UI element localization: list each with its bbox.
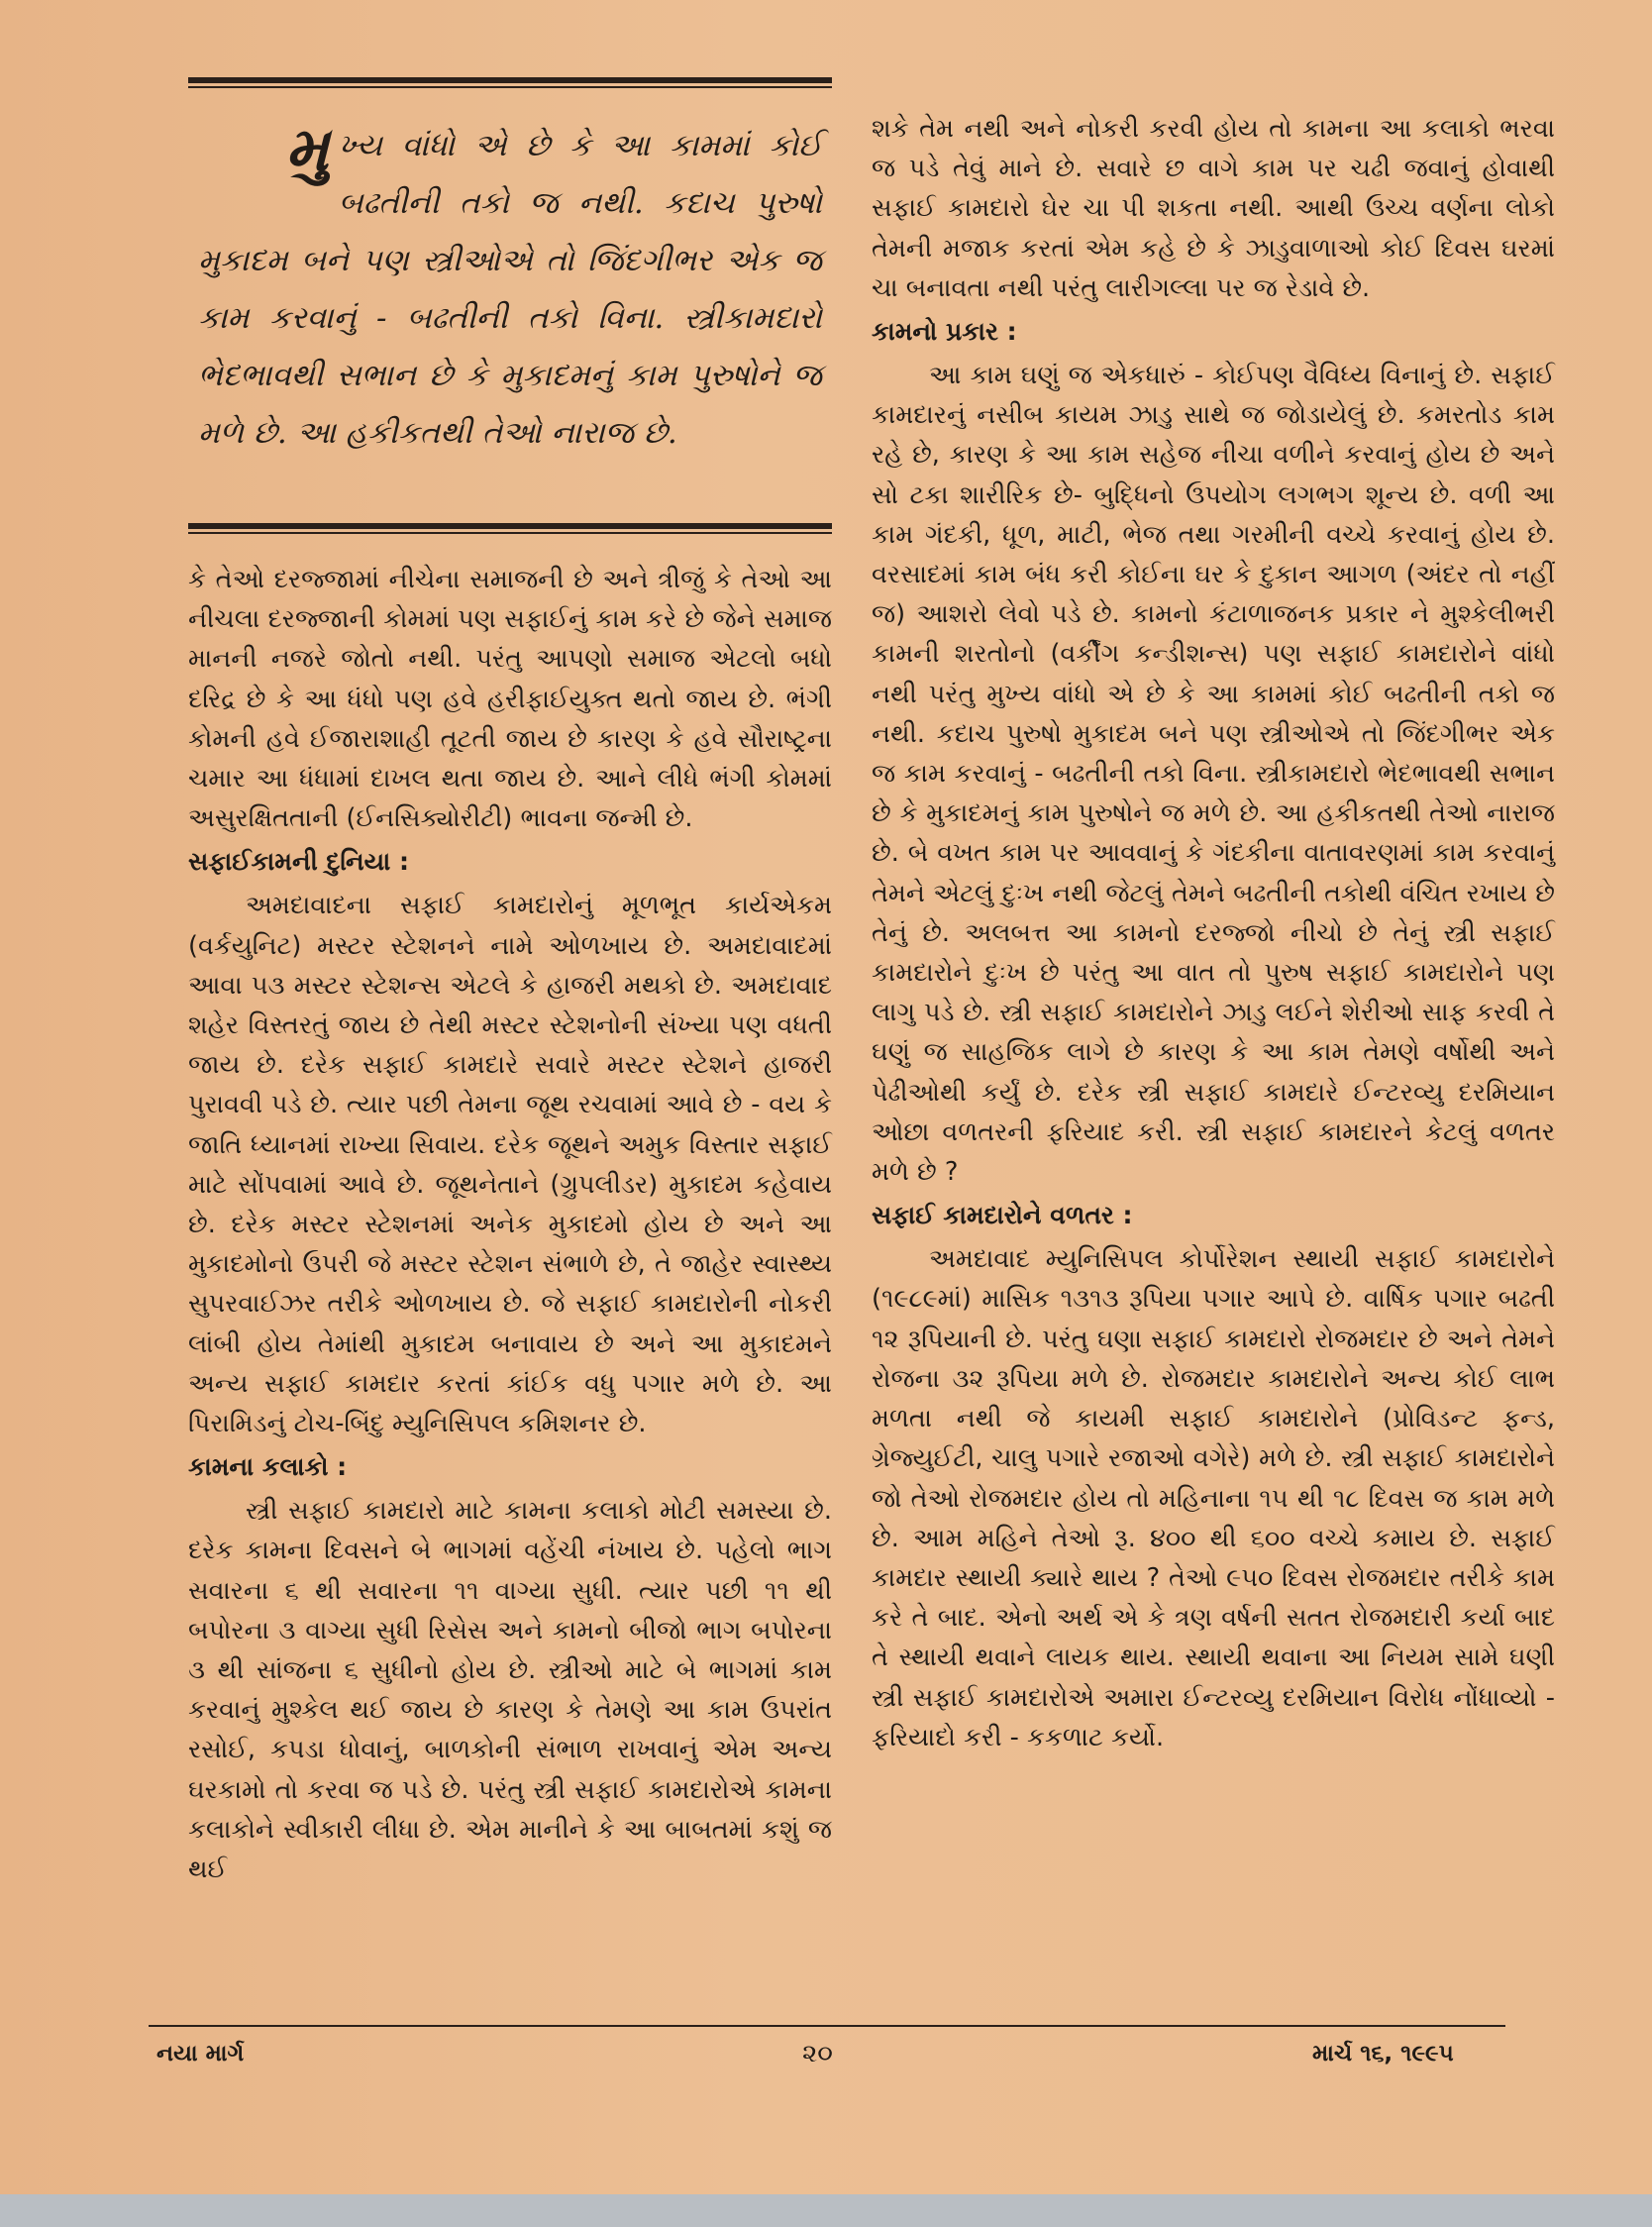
pull-quote-top-rule	[188, 77, 832, 88]
right-paragraph-2: અમદાવાદ મ્યુનિસિપલ કોર્પોરેશન સ્થાયી સફાઈ કામદારોને (૧૯૮૯માં) માસિક ૧૩૧૩ રૂપિયા પગાર આપે છે. વાર્ષિક પગાર બઢતી ૧૨ રૂપિયાની છે. પરંતુ ઘણા સફાઈ કામદારો રોજમદાર છે અને તેમને રોજના ૩૨ રૂપિયા મળે છે. રોજમદાર કામદારોને અન્ય કોઈ લાભ મળતા નથી જે કાયમી સફાઈ કામદારોને (પ્રોવિડન્ટ ફન્ડ, ગ્રેજ્યુઈટી, ચાલુ પગારે રજાઓ વગેરે) મળે છે. સ્ત્રી સફાઈ કામદારોને જો તેઓ રોજમદાર હોય તો મહિનાના ૧૫ થી ૧૮ દિવસ જ કામ મળે છે. આમ મહિને તેઓ રૂ. ૪૦૦ થી ૬૦૦ વચ્ચે કમાય છે. સફાઈ કામદાર સ્થાયી ક્યારે થાય ? તેઓ ૯૫૦ દિવસ રોજમદાર તરીકે કામ કરે તે બાદ. એનો અર્થ એ કે ત્રણ વર્ષની સતત રોજમદારી કર્યા બાદ તે સ્થાયી થવાને લાયક થાય. સ્થાયી થવાના આ નિયમ સામે ઘણી સ્ત્રી સફાઈ કામદારોએ અમારા ઈન્ટરવ્યુ દરમિયાન વિરોધ નોંધાવ્યો - ફરિયાદો કરી - કકળાટ કર્યો.	[872, 1244, 1555, 1752]
pull-quote-bottom-rule	[188, 523, 832, 534]
right-intro-paragraph: શકે તેમ નથી અને નોકરી કરવી હોય તો કામના આ કલાકો ભરવા જ પડે તેવું માને છે. સવારે છ વાગે કામ પર ચઢી જવાનું હોવાથી સફાઈ કામદારો ઘેર ચા પી શકતા નથી. આથી ઉચ્ચ વર્ણના લોકો તેમની મજાક કરતાં એમ કહે છે કે ઝાડુવાળાઓ કોઈ દિવસ ઘરમાં ચા બનાવતા નથી પરંતુ લારીગલ્લા પર જ રેડાવે છે.	[872, 114, 1555, 303]
right-paragraph-1: આ કામ ઘણું જ એકધારું - કોઈપણ વૈવિધ્ય વિનાનું છે. સફાઈ કામદારનું નસીબ કાયમ ઝાડુ સાથે જ જોડાયેલું છે. કમરતોડ કામ રહે છે, કારણ કે આ કામ સહેજ નીચા વળીને કરવાનું હોય છે અને સો ટકા શારીરિક છે- બુદ્ધિનો ઉપયોગ લગભગ શૂન્ય છે. વળી આ કામ ગંદકી, ધૂળ, માટી, ભેજ તથા ગરમીની વચ્ચે કરવાનું હોય છે. વરસાદમાં કામ બંધ કરી કોઈના ઘર કે દુકાન આગળ (અંદર તો નહીં જ) આશરો લેવો પડે છે. કામનો કંટાળાજનક પ્રકાર ને મુશ્કેલીભરી કામની શરતોનો (વર્કીંગ કન્ડીશન્સ) પણ સફાઈ કામદારોને વાંધો નથી પરંતુ મુખ્ય વાંધો એ છે કે આ કામમાં કોઈ બઢતીની તકો જ નથી. કદાચ પુરુષો મુકાદમ બને પણ સ્ત્રીઓએ તો જિંદગીભર એક જ કામ કરવાનું - બઢતીની તકો વિના. સ્ત્રીકામદારો ભેદભાવથી સભાન છે કે મુકાદમનું કામ પુરુષોને જ મળે છે. આ હકીકતથી તેઓ નારાજ છે. બે વખત કામ પર આવવાનું કે ગંદકીના વાતાવરણમાં કામ કરવાનું તેમને એટલું દુઃખ નથી જેટલું તેમને બઢતીની તકોથી વંચિત રખાય છે તેનું છે. અલબત્ત આ કામનો દરજ્જો નીચો છે તેનું સ્ત્રી સફાઈ કામદારોને દુઃખ છે પરંતુ આ વાત તો પુરુષ સફાઈ કામદારોને પણ લાગુ પડે છે. સ્ત્રી સફાઈ કામદારોને ઝાડુ લઈને શેરીઓ સાફ કરવી તે ઘણું જ સાહજિક લાગે છે કારણ કે આ કામ તેમણે વર્ષોથી અને પેઢીઓથી કર્યું છે. દરેક સ્ત્રી સફાઈ કામદારે ઈન્ટરવ્યુ દરમિયાન ઓછા વળતરની ફરિયાદ કરી. સ્ત્રી સફાઈ કામદારને કેટલું વળતર મળે છે ?	[872, 361, 1555, 1188]
pull-quote-dropcap: મુ	[285, 113, 329, 185]
scanner-background-band	[0, 2194, 1652, 2227]
left-paragraph-1: અમદાવાદના સફાઈ કામદારોનું મૂળભૂત કાર્યએકમ (વર્કયુનિટ) મસ્ટર સ્ટેશનને નામે ઓળખાય છે. અમદાવાદમાં આવા ૫૩ મસ્ટર સ્ટેશન્સ એટલે કે હાજરી મથકો છે. અમદાવાદ શહેર વિસ્તરતું જાય છે તેથી મસ્ટર સ્ટેશનોની સંખ્યા પણ વધતી જાય છે. દરેક સફાઈ કામદારે સવારે મસ્ટર સ્ટેશને હાજરી પુરાવવી પડે છે. ત્યાર પછી તેમના જૂથ રચવામાં આવે છે - વય કે જાતિ ધ્યાનમાં રાખ્યા સિવાય. દરેક જૂથને અમુક વિસ્તાર સફાઈ માટે સોંપવામાં આવે છે. જૂથનેતાને (ગ્રુપલીડર) મુકાદમ કહેવાય છે. દરેક મસ્ટર સ્ટેશનમાં અનેક મુકાદમો હોય છે અને આ મુકાદમોનો ઉપરી જે મસ્ટર સ્ટેશન સંભાળે છે, તે જાહેર સ્વાસ્થ્ય સુપરવાઈઝર તરીકે ઓળખાય છે. જે સફાઈ કામદારોની નોકરી લાંબી હોય તેમાંથી મુકાદમ બનાવાય છે અને આ મુકાદમને અન્ય સફાઈ કામદાર કરતાં કાંઈક વધુ પગાર મળે છે. આ પિરામિડનું ટોચ-બિંદુ મ્યુનિસિપલ કમિશનર છે.	[188, 891, 832, 1439]
left-intro-paragraph: કે તેઓ દરજ્જામાં નીચેના સમાજની છે અને ત્રીજું કે તેઓ આ નીચલા દરજ્જાની કોમમાં પણ સફાઈનું કામ કરે છે જેને સમાજ માનની નજરે જોતો નથી. પરંતુ આપણો સમાજ એટલો બધો દરિદ્ર છે કે આ ધંધો પણ હવે હરીફાઈયુક્ત થતો જાય છે. ભંગી કોમની હવે ઈજારાશાહી તૂટતી જાય છે કારણ કે હવે સૌરાષ્ટ્રના ચમાર આ ધંધામાં દાખલ થતા જાય છે. આને લીધે ભંગી કોમમાં અસુરક્ષિતતાની (ઈનસિક્યોરીટી) ભાવના જન્મી છે.	[188, 565, 832, 834]
section-heading-work-hours: કામના કલાકો :	[188, 1452, 348, 1482]
section-heading-safai-world: સફાઈકામની દુનિયા :	[188, 847, 409, 877]
section-heading-work-type: કામનો પ્રકાર :	[872, 317, 1017, 347]
issue-date: માર્ચ ૧૬, ૧૯૯૫	[1312, 2041, 1454, 2067]
section-heading-compensation: સફાઈ કામદારોને વળતર :	[872, 1201, 1133, 1230]
publication-name: નયા માર્ગ	[156, 2041, 245, 2067]
pull-quote-text: ખ્ય વાંધો એ છે કે આ કામમાં કોઈ બઢતીની તકો જ નથી. કદાચ પુરુષો મુકાદમ બને પણ સ્ત્રીઓએ તો જિંદગીભર એક જ કામ કરવાનું - બઢતીની તકો વિના. સ્ત્રીકામદારો ભેદભાવથી સભાન છે કે મુકાદમનું કામ પુરુષોને જ મળે છે. આ હકીકતથી તેઓ નારાજ છે.	[198, 128, 822, 451]
left-column	[188, 560, 832, 1889]
right-column	[872, 109, 1555, 1757]
footer-rule	[149, 2025, 1505, 2027]
page-number: ૨૦	[802, 2039, 833, 2068]
pull-quote	[198, 113, 822, 462]
left-paragraph-2: સ્ત્રી સફાઈ કામદારો માટે કામના કલાકો મોટી સમસ્યા છે. દરેક કામના દિવસને બે ભાગમાં વહેંચી નંખાય છે. પહેલો ભાગ સવારના ૬ થી સવારના ૧૧ વાગ્યા સુધી. ત્યાર પછી ૧૧ થી બપોરના ૩ વાગ્યા સુધી રિસેસ અને કામનો બીજો ભાગ બપોરના ૩ થી સાંજના ૬ સુધીનો હોય છે. સ્ત્રીઓ માટે બે ભાગમાં કામ કરવાનું મુશ્કેલ થઈ જાય છે કારણ કે તેમણે આ કામ ઉપરાંત રસોઈ, કપડા ધોવાનું, બાળકોની સંભાળ રાખવાનું એમ અન્ય ઘરકામો તો કરવા જ પડે છે. પરંતુ સ્ત્રી સફાઈ કામદારોએ કામના કલાકોને સ્વીકારી લીધા છે. એમ માનીને કે આ બાબતમાં કશું જ થઈ	[188, 1496, 832, 1885]
